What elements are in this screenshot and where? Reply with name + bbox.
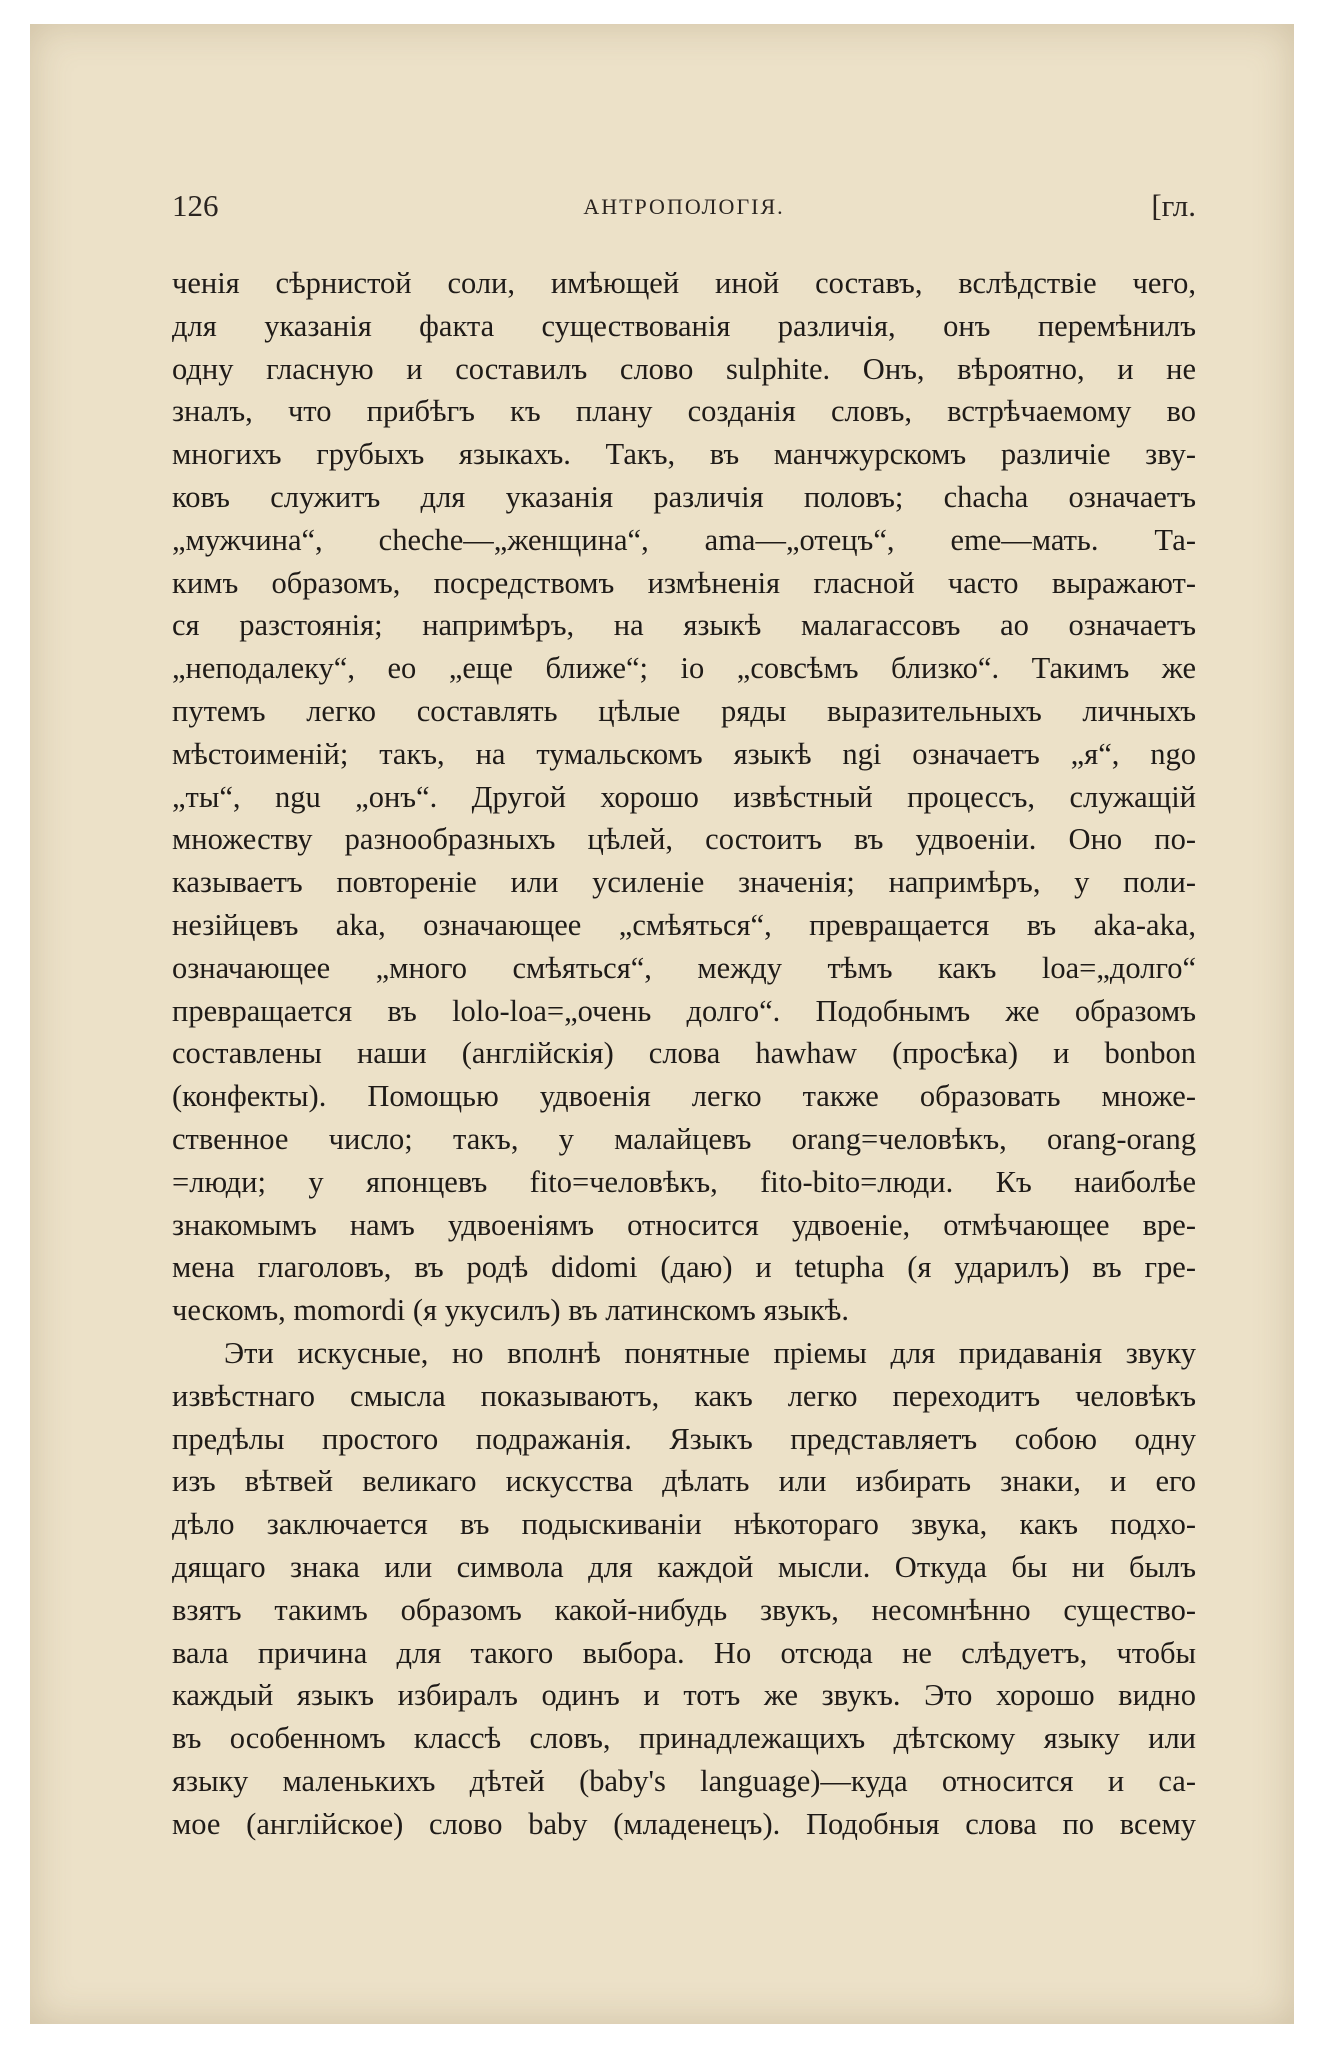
text-line: ственное число; такъ, у малайцевъ orang=человѣкъ, orang-orang xyxy=(172,1121,1196,1156)
text-line: путемъ легко составлять цѣлые ряды выразительныхъ личныхъ xyxy=(172,693,1196,728)
text-line: казываетъ повтореніе или усиленіе значенія; напримѣръ, у поли- xyxy=(172,865,1196,900)
text-line: мена глаголовъ, въ родѣ didomi (даю) и tetupha (я ударилъ) въ гре- xyxy=(172,1250,1196,1285)
text-line: мѣстоименій; такъ, на тумальскомъ языкѣ ngi означаетъ „я“, ngo xyxy=(172,736,1196,771)
text-line: въ особенномъ классѣ словъ, принадлежащихъ дѣтскому языку или xyxy=(172,1721,1196,1756)
body-text xyxy=(172,262,1196,1845)
text-line: =люди; у японцевъ fito=человѣкъ, fito-bito=люди. Къ наиболѣе xyxy=(172,1164,1196,1199)
text-line: ченія сѣрнистой соли, имѣющей иной составъ, вслѣдствіе чего, xyxy=(172,266,1196,300)
paragraph-2 xyxy=(172,1332,1196,1846)
text-line: одну гласную и составилъ слово sulphite. Онъ, вѣроятно, и не xyxy=(172,351,1196,386)
text-line: дящаго знака или символа для каждой мысли. Откуда бы ни былъ xyxy=(172,1549,1196,1584)
text-line: взятъ такимъ образомъ какой-нибудь звукъ, несомнѣнно существо- xyxy=(172,1592,1196,1627)
text-line: означающее „много смѣяться“, между тѣмъ какъ loa=„долго“ xyxy=(172,950,1196,985)
text-line: Эти искусные, но вполнѣ понятные пріемы для придаванія звуку xyxy=(224,1335,1196,1370)
text-line: превращается въ lolo-loa=„очень долго“. Подобнымъ же образомъ xyxy=(172,993,1196,1028)
text-line: „мужчина“, cheche—„женщина“, ama—„отецъ“, eme—мать. Та- xyxy=(172,522,1196,557)
text-line: предѣлы простого подражанія. Языкъ представляетъ собою одну xyxy=(172,1421,1196,1456)
text-line: языку маленькихъ дѣтей (baby's language)—куда относится и са- xyxy=(172,1763,1196,1798)
text-line: ковъ служитъ для указанія различія половъ; chacha означаетъ xyxy=(172,479,1196,514)
text-line: кимъ образомъ, посредствомъ измѣненія гласной часто выражают- xyxy=(172,565,1196,600)
text-line: незійцевъ aka, означающее „смѣяться“, превращается въ aka-aka, xyxy=(172,907,1196,942)
text-line: „ты“, ngu „онъ“. Другой хорошо извѣстный процессъ, служащій xyxy=(172,779,1196,814)
text-line: „неподалеку“, eo „еще ближе“; io „совсѣмъ близко“. Такимъ же xyxy=(172,651,1196,686)
text-line: каждый языкъ избиралъ одинъ и тотъ же звукъ. Это хорошо видно xyxy=(172,1678,1196,1713)
text-line: многихъ грубыхъ языкахъ. Такъ, въ манчжурскомъ различіе зву- xyxy=(172,437,1196,472)
text-line: (конфекты). Помощью удвоенія легко также образовать множе- xyxy=(172,1079,1196,1114)
paragraph-1 xyxy=(172,262,1196,1332)
text-line: изъ вѣтвей великаго искусства дѣлать или избирать знаки, и его xyxy=(172,1464,1196,1499)
running-title: АНТРОПОЛОГІЯ. xyxy=(583,194,785,219)
text-line: составлены наши (англійскія) слова hawhaw (просѣка) и bonbon xyxy=(172,1036,1196,1071)
text-line: зналъ, что прибѣгъ къ плану созданія словъ, встрѣчаемому во xyxy=(172,394,1196,429)
chapter-marker: [гл. xyxy=(1151,188,1196,223)
page-number: 126 xyxy=(172,188,219,223)
text-line: множеству разнообразныхъ цѣлей, состоитъ въ удвоеніи. Оно по- xyxy=(172,822,1196,857)
text-line: для указанія факта существованія различія, онъ перемѣнилъ xyxy=(172,308,1196,343)
text-line: знакомымъ намъ удвоеніямъ относится удвоеніе, отмѣчающее вре- xyxy=(172,1207,1196,1242)
text-line: дѣло заключается въ подыскиваніи нѣкотораго звука, какъ подхо- xyxy=(172,1507,1196,1542)
text-line: ческомъ, momordi (я укусилъ) въ латинскомъ языкѣ. xyxy=(172,1293,849,1328)
text-line: мое (англійское) слово baby (младенецъ). Подобныя слова по всему xyxy=(172,1806,1196,1841)
text-line: вала причина для такого выбора. Но отсюда не слѣдуетъ, чтобы xyxy=(172,1635,1196,1670)
text-line: ся разстоянія; напримѣръ, на языкѣ малагассовъ ao означаетъ xyxy=(172,608,1196,643)
text-line: извѣстнаго смысла показываютъ, какъ легко переходитъ человѣкъ xyxy=(172,1378,1196,1413)
